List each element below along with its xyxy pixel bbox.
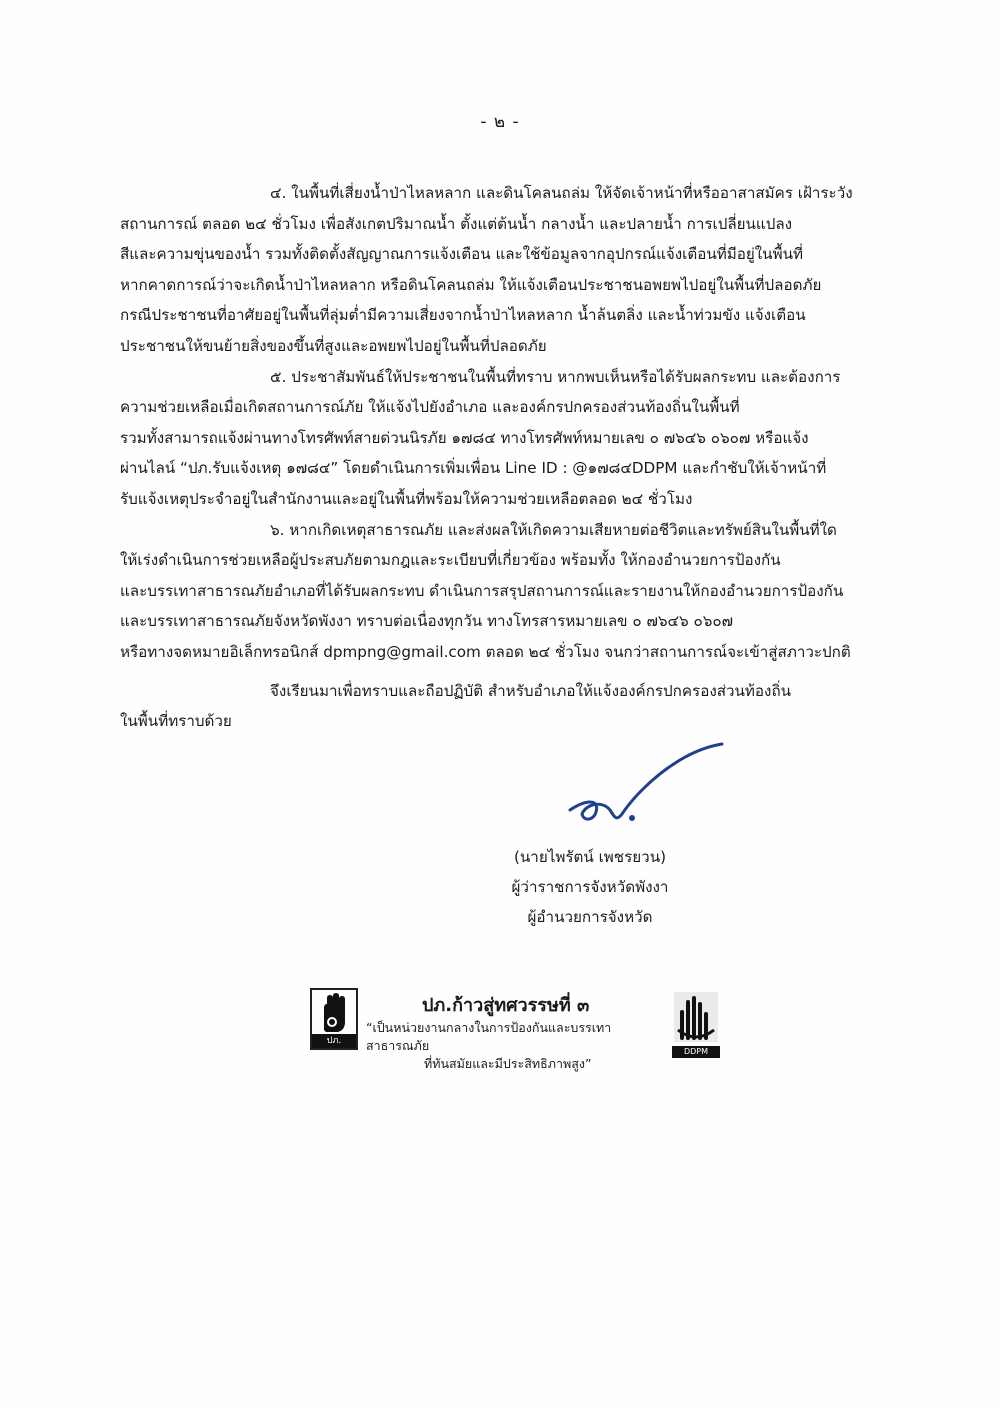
paragraph-5 — [120, 362, 910, 515]
paragraph-line: ๕. ประชาสัมพันธ์ให้ประชาชนในพื้นที่ทราบ หากพบเห็นหรือได้รับผลกระทบ และต้องการ — [270, 367, 841, 386]
paragraph-line: รวมทั้งสามารถแจ้งผ่านทางโทรศัพท์สายด่วนนิรภัย ๑๗๘๔ ทางโทรศัพท์หมายเลข ๐ ๗๖๔๖ ๐๖๐๗ หรือแจ้ง — [120, 428, 809, 447]
footer-slogan-line: “เป็นหน่วยงานกลางในการป้องกันและบรรเทาสาธารณภัย — [366, 1020, 612, 1053]
paragraph-line: หากคาดการณ์ว่าจะเกิดน้ำป่าไหลหลาก หรือดินโคลนถล่ม ให้แจ้งเตือนประชาชนอพยพไปอยู่ในพื้นที่ปลอดภัย — [120, 275, 822, 294]
signer-role: ผู้อำนวยการจังหวัด — [527, 908, 653, 926]
right-logo-caption: DDPM — [672, 1046, 720, 1058]
page-number: - ๒ - — [480, 112, 520, 132]
letter-body — [120, 178, 910, 737]
handwritten-signature — [540, 738, 740, 838]
paragraph-line: รับแจ้งเหตุประจำอยู่ในสำนักงานและอยู่ในพื้นที่พร้อมให้ความช่วยเหลือตลอด ๒๔ ชั่วโมง — [120, 489, 693, 508]
ddpm-hand-logo — [310, 988, 358, 1050]
ddpm-logo — [670, 990, 722, 1058]
paragraph-line: ประชาชนให้ขนย้ายสิ่งของขึ้นที่สูงและอพยพไปอยู่ในพื้นที่ปลอดภัย — [120, 336, 547, 355]
signer-block — [440, 842, 740, 932]
paragraph-line: สถานการณ์ ตลอด ๒๔ ชั่วโมง เพื่อสังเกตปริมาณน้ำ ตั้งแต่ต้นน้ำ กลางน้ำ และปลายน้ำ การเปลี่ยนแปลง — [120, 214, 793, 233]
closing-paragraph — [120, 676, 910, 737]
paragraph-line: ๖. หากเกิดเหตุสาธารณภัย และส่งผลให้เกิดความเสียหายต่อชีวิตและทรัพย์สินในพื้นที่ใด — [270, 520, 837, 539]
paragraph-line: จึงเรียนมาเพื่อทราบและถือปฏิบัติ สำหรับอำเภอให้แจ้งองค์กรปกครองส่วนท้องถิ่น — [270, 681, 792, 700]
paragraph-line: ในพื้นที่ทราบด้วย — [120, 712, 232, 731]
paragraph-line: และบรรเทาสาธารณภัยอำเภอที่ได้รับผลกระทบ ดำเนินการสรุปสถานการณ์และรายงานให้กองอำนวยการป้องกัน — [120, 581, 844, 600]
left-logo-caption: ปภ. — [312, 1034, 356, 1048]
paragraph-line: ความช่วยเหลือเมื่อเกิดสถานการณ์ภัย ให้แจ้งไปยังอำเภอ และองค์กรปกครองส่วนท้องถิ่นในพื้นที่ — [120, 398, 740, 417]
footer-slogan — [366, 990, 666, 1073]
paragraph-line: ให้เร่งดำเนินการช่วยเหลือผู้ประสบภัยตามกฎและระเบียบที่เกี่ยวข้อง พร้อมทั้ง ให้กองอำนวยการป้องกัน — [120, 551, 781, 570]
paragraph-line: สีและความขุ่นของน้ำ รวมทั้งติดตั้งสัญญาณการแจ้งเตือน และใช้ข้อมูลจากอุปกรณ์แจ้งเตือนที่มีอยู่ในพื้นที่ — [120, 245, 803, 264]
signer-position: ผู้ว่าราชการจังหวัดพังงา — [511, 878, 669, 896]
paragraph-4 — [120, 178, 910, 362]
footer-slogan-line: ที่ทันสมัยและมีประสิทธิภาพสูง” — [424, 1056, 592, 1071]
footer-title: ปภ.ก้าวสู่ทศวรรษที่ ๓ — [422, 995, 590, 1016]
ddpm-emblem-icon — [670, 990, 722, 1046]
signer-name: (นายไพรัตน์ เพชรยวน) — [513, 848, 667, 866]
footer — [0, 988, 1000, 1088]
paragraph-line: หรือทางจดหมายอิเล็กทรอนิกส์ dpmpng@gmail.com ตลอด ๒๔ ชั่วโมง จนกว่าสถานการณ์จะเข้าสู่สภาวะปกติ — [120, 642, 851, 661]
paragraph-line: ๔. ในพื้นที่เสี่ยงน้ำป่าไหลหลาก และดินโคลนถล่ม ให้จัดเจ้าหน้าที่หรืออาสาสมัคร เฝ้าระวัง — [270, 184, 853, 202]
hand-icon — [312, 990, 356, 1034]
paragraph-6 — [120, 515, 910, 668]
paragraph-line: ผ่านไลน์ “ปภ.รับแจ้งเหตุ ๑๗๘๔” โดยดำเนินการเพิ่มเพื่อน Line ID : @๑๗๘๔DDPM และกำชับให้เจ้าหน้าที่ — [120, 459, 827, 478]
paragraph-line: และบรรเทาสาธารณภัยจังหวัดพังงา ทราบต่อเนื่องทุกวัน ทางโทรสารหมายเลข ๐ ๗๖๔๖ ๐๖๐๗ — [120, 612, 734, 631]
paragraph-line: กรณีประชาชนที่อาศัยอยู่ในพื้นที่ลุ่มต่ำมีความเสี่ยงจากน้ำป่าไหลหลาก น้ำล้นตลิ่ง และน้ำท่วมขัง แจ้งเตือน — [120, 306, 806, 325]
